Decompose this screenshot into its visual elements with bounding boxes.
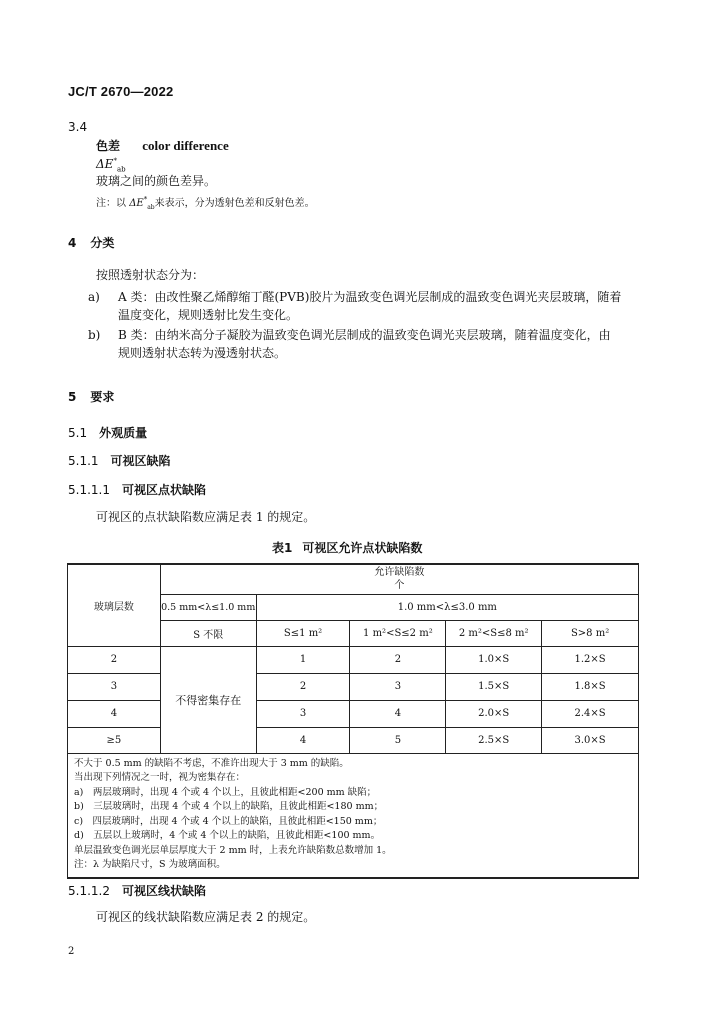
item-b-line2: 规则透射状态转为漫透射状态。	[118, 346, 287, 360]
table-cell: 1.5×S	[446, 673, 542, 700]
section-3-4-number: 3.4	[68, 120, 88, 134]
table-cell: 2	[350, 646, 446, 673]
note-line: 单层温致变色调光层单层厚度大于 2 mm 时，上表允许缺陷数总数增加 1。	[74, 844, 392, 856]
table-cell: 1.2×S	[542, 646, 639, 673]
table-cell: 4	[350, 700, 446, 727]
range-large-header: 1.0 mm<λ≤3.0 mm	[256, 594, 638, 620]
section-5-1-1-1-heading: 5.1.1.1 可视区点状缺陷	[68, 483, 206, 497]
row-layers: ≥5	[68, 727, 161, 753]
section-4-heading: 4 分类	[68, 236, 115, 250]
sub-header: S 不限	[160, 620, 256, 646]
row-layers: 2	[68, 646, 161, 673]
term-zh: 色差	[96, 139, 121, 153]
sub-header: S≤1 m²	[256, 620, 350, 646]
table1-notes	[68, 753, 639, 878]
range-small-header: 0.5 mm<λ≤1.0 mm	[160, 594, 256, 620]
table-cell: 1.8×S	[542, 673, 639, 700]
page-number: 2	[68, 946, 75, 957]
item-a-line2: 温度变化，规则透射比发生变化。	[118, 308, 299, 322]
table-cell: 3	[256, 700, 350, 727]
item-b-marker: b)	[88, 328, 101, 342]
note-line: d) 五层以上玻璃时，4 个或 4 个以上的缺陷，且彼此相距<100 mm。	[74, 830, 381, 841]
note-line: 当出现下列情况之一时，视为密集存在：	[74, 772, 246, 783]
note-line: a) 两层玻璃时，出现 4 个或 4 个以上，且彼此相距<200 mm 缺陷；	[74, 786, 377, 798]
col-header-glass-layers: 玻璃层数	[68, 564, 161, 646]
table-cell: 5	[350, 727, 446, 753]
table-cell: 3.0×S	[542, 727, 639, 753]
table-cell: 2.4×S	[542, 700, 639, 727]
table-cell: 3	[350, 673, 446, 700]
section-5-1-1-2-heading: 5.1.1.2 可视区线状缺陷	[68, 884, 206, 898]
table1-caption: 表1 可视区允许点状缺陷数	[272, 541, 423, 555]
merged-dense-cell: 不得密集存在	[160, 646, 256, 753]
term-definition: 玻璃之间的颜色差异。	[96, 174, 217, 188]
sub-header: 2 m²<S≤8 m²	[446, 620, 542, 646]
standard-code: JC/T 2670—2022	[68, 84, 174, 99]
table-cell: 4	[256, 727, 350, 753]
term-symbol: $\Delta E^*_{ab}$	[96, 157, 126, 174]
sub-header: S>8 m²	[542, 620, 639, 646]
row-layers: 3	[68, 673, 161, 700]
col-header-allowed: 允许缺陷数 个	[160, 564, 638, 594]
table-cell: 2.5×S	[446, 727, 542, 753]
table-cell: 2.0×S	[446, 700, 542, 727]
term-en: color difference	[142, 138, 229, 153]
table-cell: 1	[256, 646, 350, 673]
section-5-1-1-2-body: 可视区的线状缺陷数应满足表 2 的规定。	[96, 910, 316, 924]
note-line: 不大于 0.5 mm 的缺陷不考虑，不准许出现大于 3 mm 的缺陷。	[74, 757, 349, 769]
term-note: 注：以 $\Delta E^*_{ab}$来表示，分为透射色差和反射色差。	[96, 195, 315, 211]
section-4-intro: 按照透射状态分为：	[96, 268, 205, 282]
table1	[67, 563, 639, 879]
row-layers: 4	[68, 700, 161, 727]
section-5-1-1-heading: 5.1.1 可视区缺陷	[68, 454, 171, 468]
table-cell: 2	[256, 673, 350, 700]
note-line: b) 三层玻璃时，出现 4 个或 4 个以上的缺陷，且彼此相距<180 mm；	[74, 801, 384, 812]
item-b-line1: B 类：由纳米高分子凝胶为温致变色调光层制成的温致变色调光夹层玻璃，随着温度变化，由	[118, 328, 611, 342]
item-a-line1: A 类：由改性聚乙烯醇缩丁醛(PVB)胶片为温致变色调光层制成的温致变色调光夹层玻璃，随着	[118, 290, 622, 304]
table-cell: 1.0×S	[446, 646, 542, 673]
section-5-1-1-1-body: 可视区的点状缺陷数应满足表 1 的规定。	[96, 510, 316, 524]
section-5-1-heading: 5.1 外观质量	[68, 426, 148, 440]
note-line: 注：λ 为缺陷尺寸，S 为玻璃面积。	[74, 859, 226, 870]
section-5-heading: 5 要求	[68, 390, 115, 404]
item-a-marker: a)	[88, 290, 100, 304]
note-line: c) 四层玻璃时，出现 4 个或 4 个以上的缺陷，且彼此相距<150 mm；	[74, 815, 383, 827]
sub-header: 1 m²<S≤2 m²	[350, 620, 446, 646]
